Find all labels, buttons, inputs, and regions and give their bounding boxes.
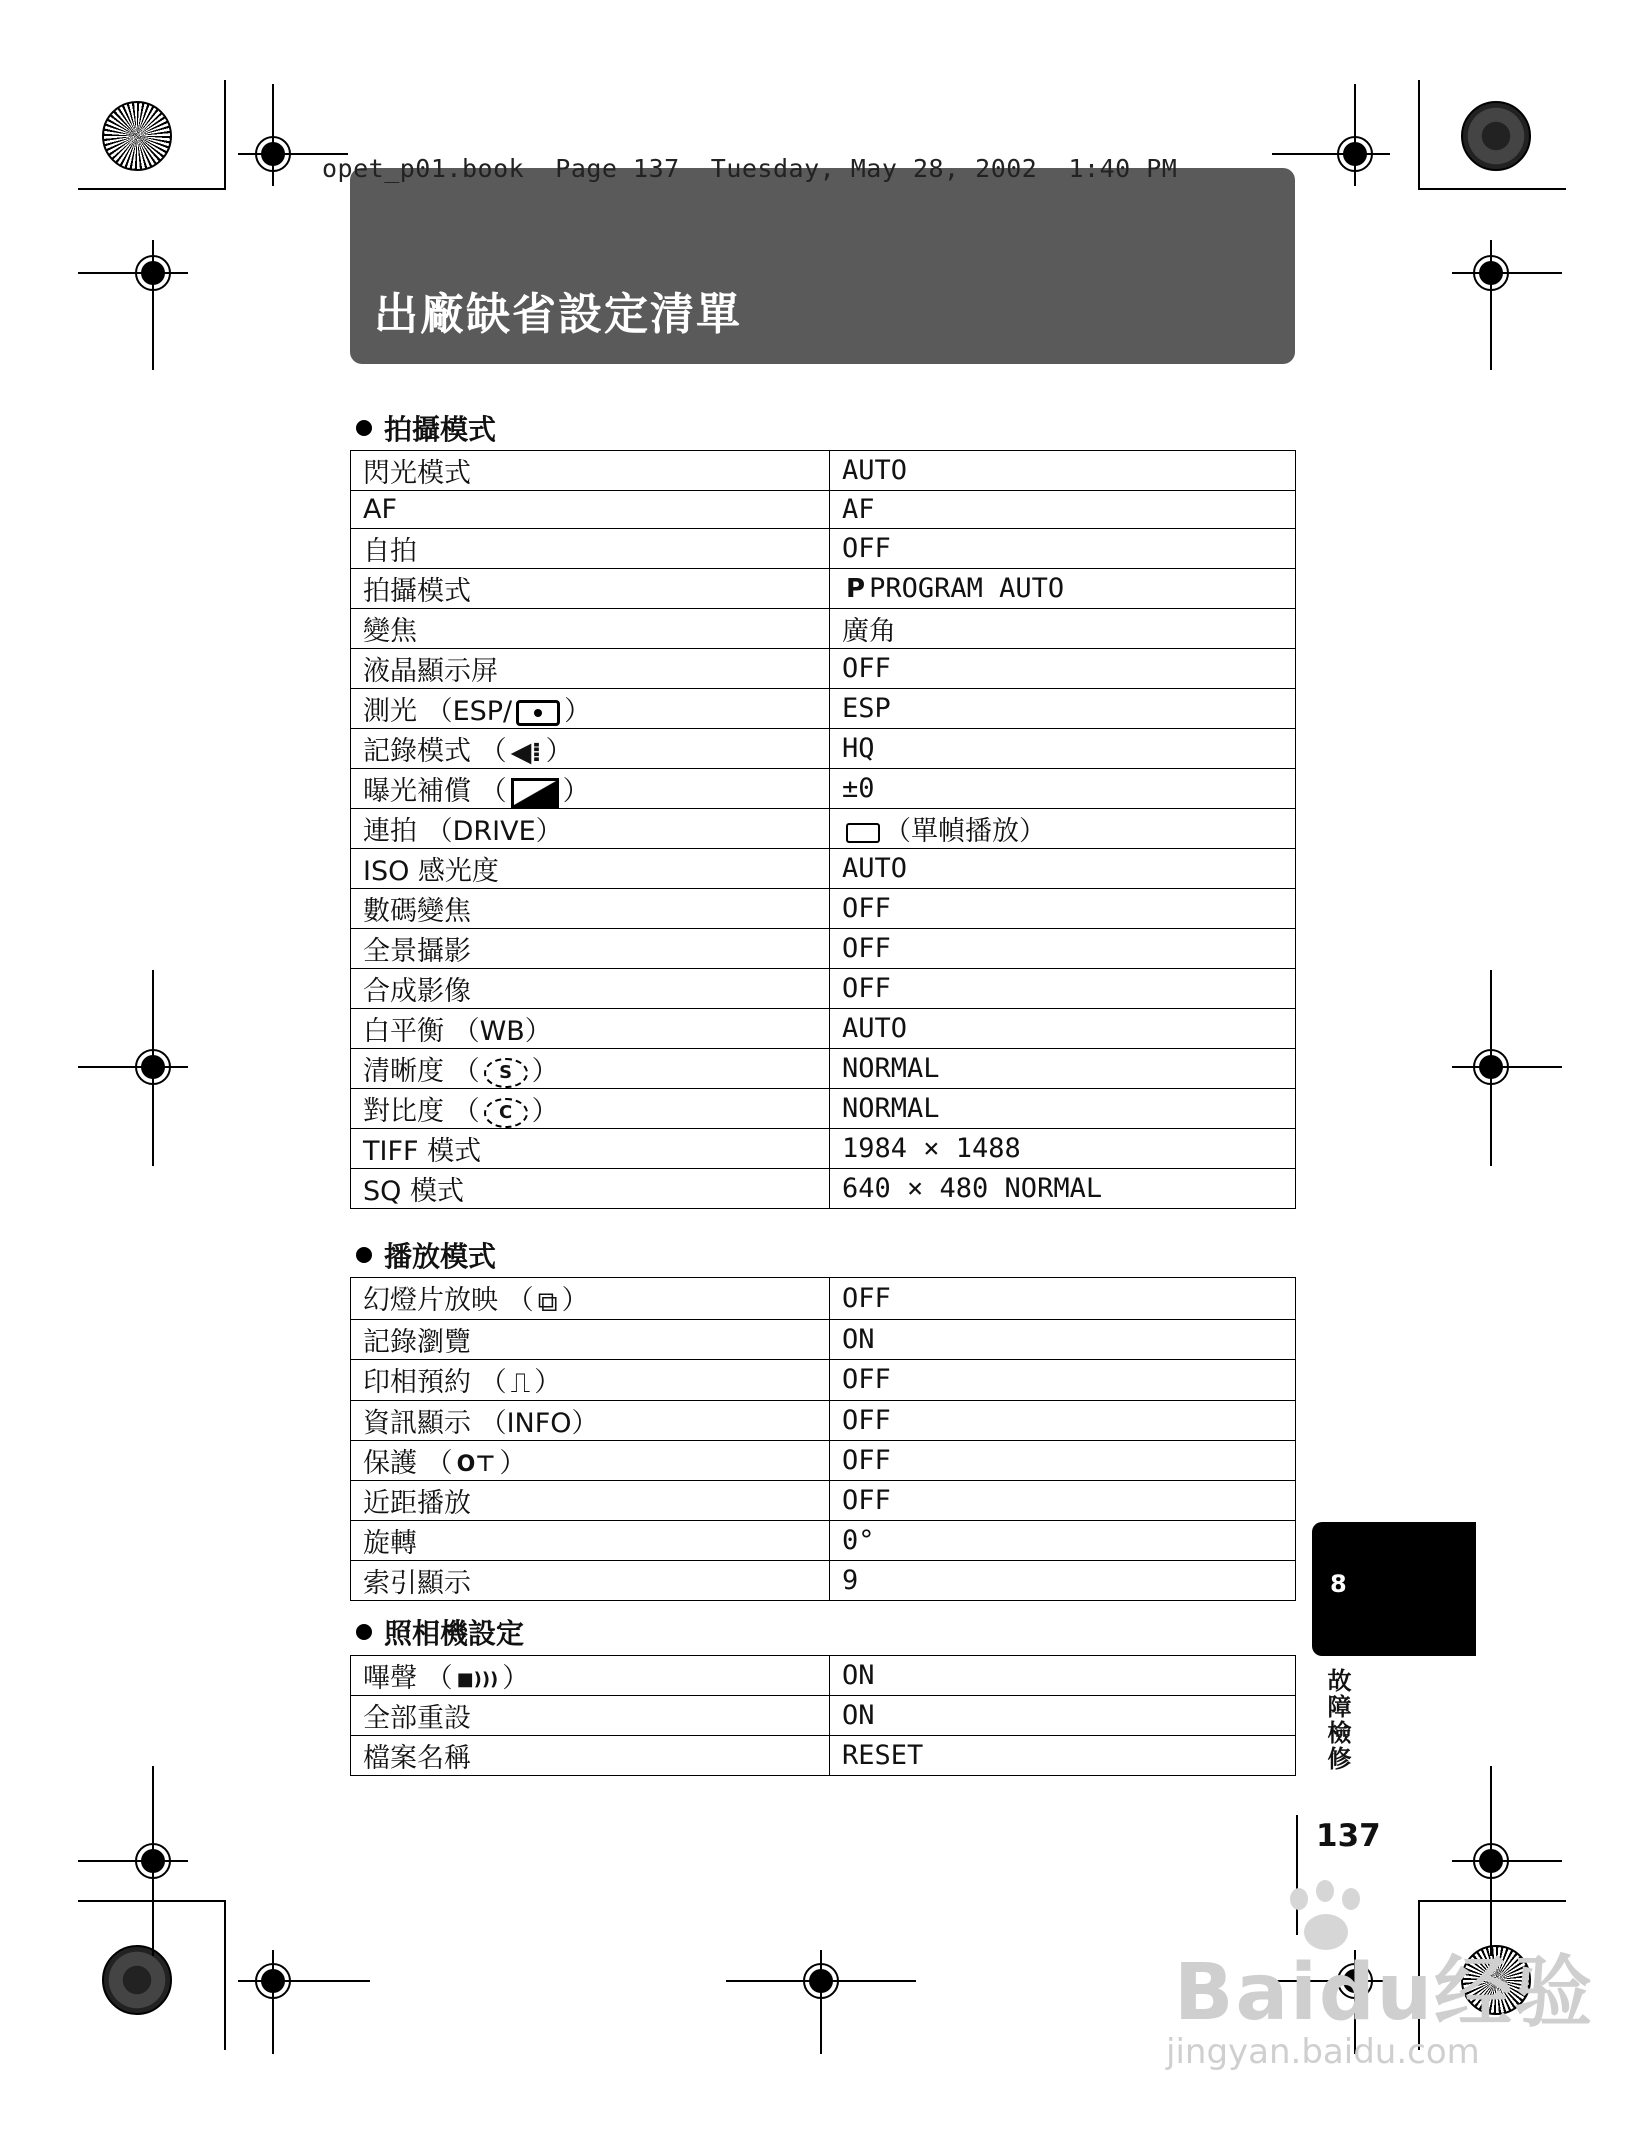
protect-key-icon: O⊤ bbox=[456, 1452, 496, 1477]
setting-name: 記錄瀏覽 bbox=[351, 1319, 830, 1359]
setting-name: 測光 （ESP/ ） bbox=[351, 689, 830, 729]
setting-name: 閃光模式 bbox=[351, 451, 830, 491]
table-row bbox=[351, 1009, 1296, 1049]
table-row bbox=[351, 729, 1296, 769]
registration-mark bbox=[1473, 1843, 1509, 1879]
table-row bbox=[351, 1049, 1296, 1089]
section-heading: 拍攝模式 bbox=[356, 408, 496, 448]
setting-value: OFF bbox=[830, 1359, 1296, 1401]
setting-name: 清晰度 （ S ） bbox=[351, 1049, 830, 1089]
setting-name: 變焦 bbox=[351, 609, 830, 649]
setting-value: 廣角 bbox=[830, 609, 1296, 649]
registration-mark bbox=[135, 255, 171, 291]
registration-mark bbox=[1473, 255, 1509, 291]
setting-name: 幻燈片放映 （ ⧉ ） bbox=[351, 1278, 830, 1320]
table-row bbox=[351, 1441, 1296, 1481]
program-mode-icon: P bbox=[846, 574, 866, 605]
table-row bbox=[351, 1521, 1296, 1561]
chapter-label: 故障檢修 bbox=[1323, 1668, 1351, 1772]
print-reserve-icon: ⎍ bbox=[510, 1366, 531, 1399]
setting-value: RESET bbox=[830, 1736, 1296, 1776]
setting-value: OFF bbox=[830, 1278, 1296, 1320]
spot-metering-icon bbox=[516, 700, 560, 726]
setting-name: TIFF 模式 bbox=[351, 1129, 830, 1169]
table-row bbox=[351, 1089, 1296, 1129]
table-row bbox=[351, 1278, 1296, 1320]
setting-name: SQ 模式 bbox=[351, 1169, 830, 1209]
setting-value: ON bbox=[830, 1319, 1296, 1359]
registration-rosette bbox=[1461, 101, 1531, 171]
registration-mark bbox=[135, 1843, 171, 1879]
contrast-icon: C bbox=[484, 1098, 528, 1128]
table-row bbox=[351, 1401, 1296, 1441]
table-row bbox=[351, 809, 1296, 849]
setting-name: 合成影像 bbox=[351, 969, 830, 1009]
setting-value: OFF bbox=[830, 929, 1296, 969]
setting-name: 近距播放 bbox=[351, 1481, 830, 1521]
section-heading: 照相機設定 bbox=[356, 1612, 524, 1652]
title-banner bbox=[350, 168, 1295, 364]
setting-name: 嗶聲 （ ■))) ） bbox=[351, 1656, 830, 1696]
setting-name: 資訊顯示 （INFO） bbox=[351, 1401, 830, 1441]
setting-value: P PROGRAM AUTO bbox=[830, 569, 1296, 609]
table-row bbox=[351, 1696, 1296, 1736]
table-row bbox=[351, 1561, 1296, 1601]
setting-name: 全景攝影 bbox=[351, 929, 830, 969]
watermark-logo: Baidu经验 bbox=[1174, 1948, 1595, 2038]
setting-value: OFF bbox=[830, 1441, 1296, 1481]
table-row bbox=[351, 889, 1296, 929]
table-row bbox=[351, 649, 1296, 689]
table-row bbox=[351, 451, 1296, 491]
table-row bbox=[351, 849, 1296, 889]
setting-name: 連拍 （DRIVE） bbox=[351, 809, 830, 849]
table-row bbox=[351, 769, 1296, 809]
setting-name: 檔案名稱 bbox=[351, 1736, 830, 1776]
table-row bbox=[351, 1169, 1296, 1209]
setting-value: AUTO bbox=[830, 849, 1296, 889]
bullet-icon bbox=[356, 420, 372, 436]
table-row bbox=[351, 569, 1296, 609]
setting-name: 旋轉 bbox=[351, 1521, 830, 1561]
exposure-compensation-icon bbox=[511, 778, 559, 808]
table-row bbox=[351, 1736, 1296, 1776]
setting-name: 保護 （ O⊤ ） bbox=[351, 1441, 830, 1481]
setting-value: OFF bbox=[830, 889, 1296, 929]
setting-name: ISO 感光度 bbox=[351, 849, 830, 889]
table-row bbox=[351, 1319, 1296, 1359]
table-row bbox=[351, 969, 1296, 1009]
setting-name: 自拍 bbox=[351, 529, 830, 569]
section-heading: 播放模式 bbox=[356, 1235, 496, 1275]
bullet-icon bbox=[356, 1247, 372, 1263]
setting-value: HQ bbox=[830, 729, 1296, 769]
setting-name: 記錄模式 （ ◀⁞ ） bbox=[351, 729, 830, 769]
setting-value: NORMAL bbox=[830, 1049, 1296, 1089]
table-row bbox=[351, 1656, 1296, 1696]
setting-name: 數碼變焦 bbox=[351, 889, 830, 929]
table-row bbox=[351, 491, 1296, 529]
setting-value: ON bbox=[830, 1656, 1296, 1696]
setting-name: 對比度 （ C ） bbox=[351, 1089, 830, 1129]
table-row bbox=[351, 609, 1296, 649]
setting-name: 白平衡 （WB） bbox=[351, 1009, 830, 1049]
registration-rosette bbox=[102, 101, 172, 171]
setting-value: AUTO bbox=[830, 1009, 1296, 1049]
page-number: 137 bbox=[1316, 1818, 1381, 1854]
watermark-url: jingyan.baidu.com bbox=[1166, 2032, 1480, 2072]
registration-mark bbox=[255, 136, 291, 172]
book-info-line: opet_p01.book Page 137 Tuesday, May 28, 2002 1:40 PM bbox=[322, 154, 1178, 183]
registration-mark bbox=[1473, 1049, 1509, 1085]
table-row bbox=[351, 1481, 1296, 1521]
settings-table-shooting bbox=[350, 450, 1296, 1209]
setting-value: OFF bbox=[830, 1401, 1296, 1441]
registration-mark bbox=[255, 1963, 291, 1999]
chapter-number: 8 bbox=[1330, 1570, 1347, 1598]
table-row bbox=[351, 1129, 1296, 1169]
page-title: 出廠缺省設定清單 bbox=[374, 289, 742, 340]
setting-name: 液晶顯示屏 bbox=[351, 649, 830, 689]
sharpness-icon: S bbox=[484, 1058, 528, 1088]
beep-icon: ■))) bbox=[456, 1669, 499, 1690]
setting-value: OFF bbox=[830, 529, 1296, 569]
bullet-icon bbox=[356, 1624, 372, 1640]
setting-value: ESP bbox=[830, 689, 1296, 729]
setting-value: （單幀播放） bbox=[830, 809, 1296, 849]
setting-value: OFF bbox=[830, 969, 1296, 1009]
table-row bbox=[351, 689, 1296, 729]
setting-name: 印相預約 （ ⎍ ） bbox=[351, 1359, 830, 1401]
setting-value: ±0 bbox=[830, 769, 1296, 809]
setting-value: NORMAL bbox=[830, 1089, 1296, 1129]
setting-value: OFF bbox=[830, 1481, 1296, 1521]
setting-value: 1984 × 1488 bbox=[830, 1129, 1296, 1169]
slideshow-icon: ⧉ bbox=[537, 1284, 558, 1318]
record-mode-icon: ◀⁞ bbox=[510, 737, 542, 768]
settings-table-playback bbox=[350, 1277, 1296, 1601]
setting-value: 9 bbox=[830, 1561, 1296, 1601]
registration-mark bbox=[1337, 136, 1373, 172]
table-row bbox=[351, 929, 1296, 969]
table-row bbox=[351, 1359, 1296, 1401]
setting-name: 索引顯示 bbox=[351, 1561, 830, 1601]
setting-name: 拍攝模式 bbox=[351, 569, 830, 609]
registration-rosette bbox=[102, 1945, 172, 2015]
setting-value: 0° bbox=[830, 1521, 1296, 1561]
setting-name: AF bbox=[351, 491, 830, 529]
table-row bbox=[351, 529, 1296, 569]
settings-table-camera bbox=[350, 1655, 1296, 1776]
registration-mark bbox=[135, 1049, 171, 1085]
setting-value: 640 × 480 NORMAL bbox=[830, 1169, 1296, 1209]
chapter-tab bbox=[1312, 1522, 1476, 1656]
setting-value: ON bbox=[830, 1696, 1296, 1736]
registration-mark bbox=[803, 1963, 839, 1999]
setting-value: AF bbox=[830, 491, 1296, 529]
single-frame-icon bbox=[846, 823, 880, 843]
setting-value: AUTO bbox=[830, 451, 1296, 491]
setting-value: OFF bbox=[830, 649, 1296, 689]
setting-name: 全部重設 bbox=[351, 1696, 830, 1736]
setting-name: 曝光補償 （ ） bbox=[351, 769, 830, 809]
